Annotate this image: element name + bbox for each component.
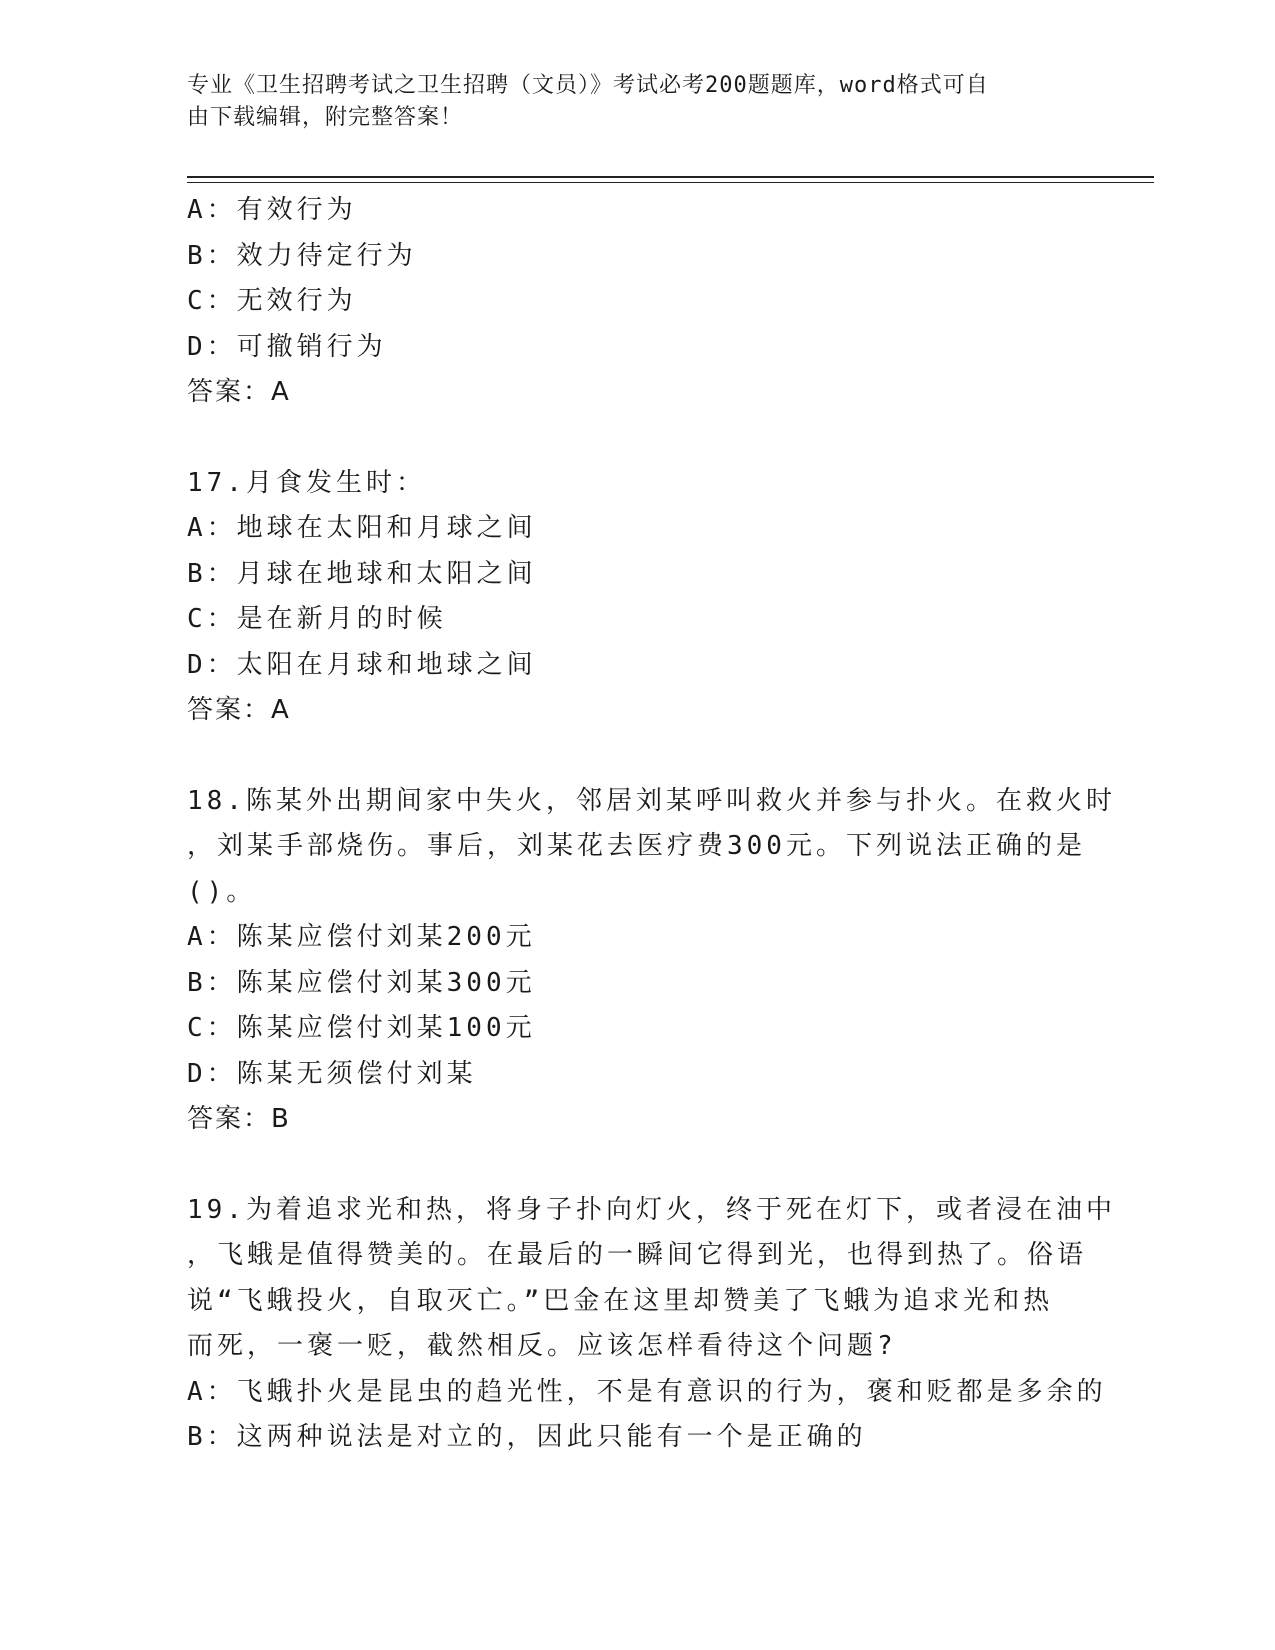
spacer <box>187 416 1087 461</box>
option-d: D：太阳在月球和地球之间 <box>187 649 537 680</box>
question-stem-line: 18.陈某外出期间家中失火，邻居刘某呼叫救火并参与扑火。在救火时 <box>187 785 1116 816</box>
question-17 <box>187 461 1087 734</box>
question-stem-line: 说“飞蛾投火，自取灭亡。”巴金在这里却赞美了飞蛾为追求光和热 <box>187 1285 1054 1316</box>
answer: 答案：A <box>187 695 291 725</box>
option-b: B：效力待定行为 <box>187 240 417 271</box>
document-header <box>187 70 1067 134</box>
option-d: D：可撤销行为 <box>187 331 387 362</box>
question-19 <box>187 1188 1116 1461</box>
question-stem-line: 而死，一褒一贬，截然相反。应该怎样看待这个问题? <box>187 1331 897 1361</box>
option-c: C：是在新月的时候 <box>187 604 447 634</box>
option-a: A：飞蛾扑火是昆虫的趋光性，不是有意识的行为，褒和贬都是多余的 <box>187 1376 1107 1407</box>
question-list <box>187 188 1116 1461</box>
option-b: B：这两种说法是对立的，因此只能有一个是正确的 <box>187 1422 867 1452</box>
header-line-2: 由下载编辑，附完整答案！ <box>187 105 464 130</box>
option-b: B：陈某应偿付刘某300元 <box>187 967 536 998</box>
question-16 <box>187 188 1087 416</box>
option-b: B：月球在地球和太阳之间 <box>187 558 537 589</box>
option-d: D：陈某无须偿付刘某 <box>187 1058 477 1089</box>
header-line-1: 专业《卫生招聘考试之卫生招聘（文员）》考试必考200题题库，word格式可自 <box>187 73 989 98</box>
question-stem-line: 19.为着追求光和热，将身子扑向灯火，终于死在灯下，或者浸在油中 <box>187 1194 1116 1225</box>
question-18 <box>187 779 1116 1143</box>
spacer <box>187 1143 1087 1188</box>
option-c: C：陈某应偿付刘某100元 <box>187 1013 536 1043</box>
header-divider-thick <box>187 176 1154 178</box>
question-stem-line: ，刘某手部烧伤。事后，刘某花去医疗费300元。下列说法正确的是 <box>187 831 1086 861</box>
option-a: A：地球在太阳和月球之间 <box>187 513 537 543</box>
answer: 答案：B <box>187 1104 291 1134</box>
spacer <box>187 734 1087 779</box>
header-divider-thin <box>187 182 1154 183</box>
answer: 答案：A <box>187 377 291 407</box>
question-stem-line: ()。 <box>187 876 257 907</box>
option-a: A：陈某应偿付刘某200元 <box>187 922 536 952</box>
question-stem: 17.月食发生时： <box>187 467 426 498</box>
option-a: A：有效行为 <box>187 195 357 225</box>
question-stem-line: ，飞蛾是值得赞美的。在最后的一瞬间它得到光，也得到热了。俗语 <box>187 1240 1088 1270</box>
option-c: C：无效行为 <box>187 286 357 316</box>
